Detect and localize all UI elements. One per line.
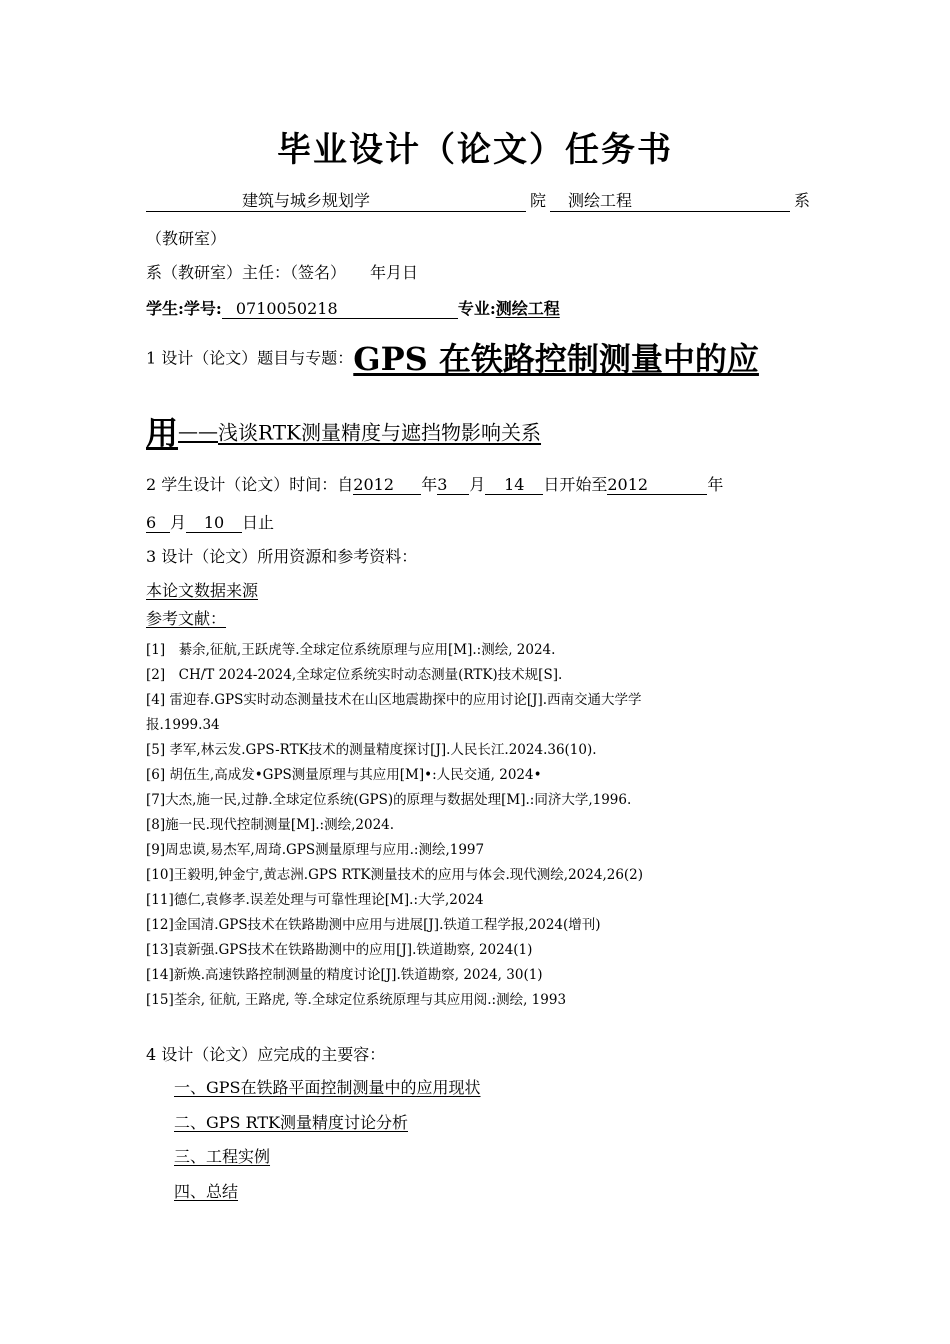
start-year-unit: 年 — [421, 475, 438, 494]
topic-title-part2: 用 — [146, 414, 179, 452]
start-day-unit: 日开始至 — [543, 475, 608, 494]
school-field — [146, 188, 526, 212]
reference-item: [13]袁新强.GPS技术在铁路勘测中的应用[J].铁道勘察, 2024(1) — [146, 942, 533, 958]
end-day-unit: 日止 — [242, 513, 275, 532]
content-item: 一、GPS在铁路平面控制测量中的应用现状 — [174, 1078, 481, 1097]
reference-item: [1] 綦余,征航,王跃虎等.全球定位系统原理与应用[M].:测绘, 2024. — [146, 642, 556, 658]
reference-item: [6] 胡伍生,高成发•GPS测量原理与其应用[M]•:人民交通, 2024• — [146, 767, 542, 783]
topic-title-part1: GPS 在铁路控制测量中的应 — [353, 340, 759, 378]
school-name: 建筑与城乡规划学 — [242, 191, 371, 210]
reference-item: [14]新焕.高速铁路控制测量的精度讨论[J].铁道勘察, 2024, 30(1) — [146, 967, 543, 983]
reference-item: [5] 孝军,林云发.GPS-RTK技术的测量精度探讨[J].人民长江.2024.36(10). — [146, 742, 597, 758]
reference-item: 报.1999.34 — [146, 717, 220, 733]
start-month-unit: 月 — [469, 475, 486, 494]
reference-item: [4] 雷迎春.GPS实时动态测量技术在山区地震勘探中的应用讨论[J].西南交通大学学 — [146, 692, 642, 708]
student-id-field — [222, 299, 458, 319]
references-label: 参考文献： — [146, 609, 227, 628]
time-line-2 — [146, 510, 274, 533]
reference-item: [11]德仁,袁修孝.误差处理与可靠性理论[M].:大学,2024 — [146, 892, 484, 908]
dept-name: 测绘工程 — [568, 191, 633, 210]
end-day: 10 — [186, 513, 242, 533]
topic-subtitle: 浅谈RTK测量精度与遮挡物影响关系 — [218, 420, 542, 445]
major-value: 测绘工程 — [495, 299, 560, 318]
reference-item: [2] CH/T 2024-2024,全球定位系统实时动态测量(RTK)技术规[S]. — [146, 667, 563, 683]
time-line-1 — [146, 472, 723, 495]
yuan-label: 院 — [530, 191, 547, 210]
main-content-label: 4 设计（论文）应完成的主要容： — [146, 1045, 386, 1064]
end-month: 6 — [146, 513, 170, 533]
start-year: 2012 — [353, 475, 421, 495]
student-line — [146, 296, 560, 319]
end-month-unit: 月 — [170, 513, 187, 532]
content-item: 二、GPS RTK测量精度讨论分析 — [174, 1113, 408, 1132]
dept-field — [550, 188, 790, 212]
school-dept-line — [146, 188, 810, 212]
start-month: 3 — [437, 475, 469, 495]
topic-line-1 — [146, 334, 759, 380]
reference-item: [7]大杰,施一民,过静.全球定位系统(GPS)的原理与数据处理[M].:同济大学,1996. — [146, 792, 632, 808]
end-year: 2012 — [607, 475, 707, 495]
major-label: 专业: — [457, 299, 496, 318]
office-label: （教研室） — [146, 229, 227, 248]
director-signature-line: 系（教研室）主任：（签名） 年月日 — [146, 263, 419, 282]
topic-dash: —— — [178, 419, 219, 443]
data-source: 本论文数据来源 — [146, 581, 259, 600]
topic-label: 1 设计（论文）题目与专题： — [146, 348, 354, 368]
student-id: 0710050218 — [235, 299, 338, 318]
start-day: 14 — [485, 475, 543, 495]
reference-item: [8]施一民.现代控制测量[M].:测绘,2024. — [146, 817, 395, 833]
topic-line-2 — [146, 408, 541, 454]
document-title: 毕业设计（论文）任务书 — [277, 130, 673, 170]
xi-label: 系 — [794, 191, 811, 210]
student-id-label: 学生:学号: — [146, 299, 222, 318]
end-year-unit: 年 — [707, 475, 724, 494]
content-item: 四、总结 — [174, 1182, 239, 1201]
resources-label: 3 设计（论文）所用资源和参考资料： — [146, 547, 418, 566]
reference-item: [15]荃余, 征航, 王路虎, 等.全球定位系统原理与其应用阅.:测绘, 1993 — [146, 992, 567, 1008]
reference-item: [10]王毅明,钟金宁,黄志洲.GPS RTK测量技术的应用与体会.现代测绘,2024,26(2) — [146, 867, 644, 883]
reference-item: [12]金国清.GPS技术在铁路勘测中应用与进展[J].铁道工程学报,2024(增刊) — [146, 917, 601, 933]
content-item: 三、工程实例 — [174, 1147, 271, 1166]
time-label: 2 学生设计（论文）时间：自 — [146, 475, 354, 494]
reference-item: [9]周忠谟,易杰军,周琦.GPS测量原理与应用.:测绘,1997 — [146, 842, 485, 858]
